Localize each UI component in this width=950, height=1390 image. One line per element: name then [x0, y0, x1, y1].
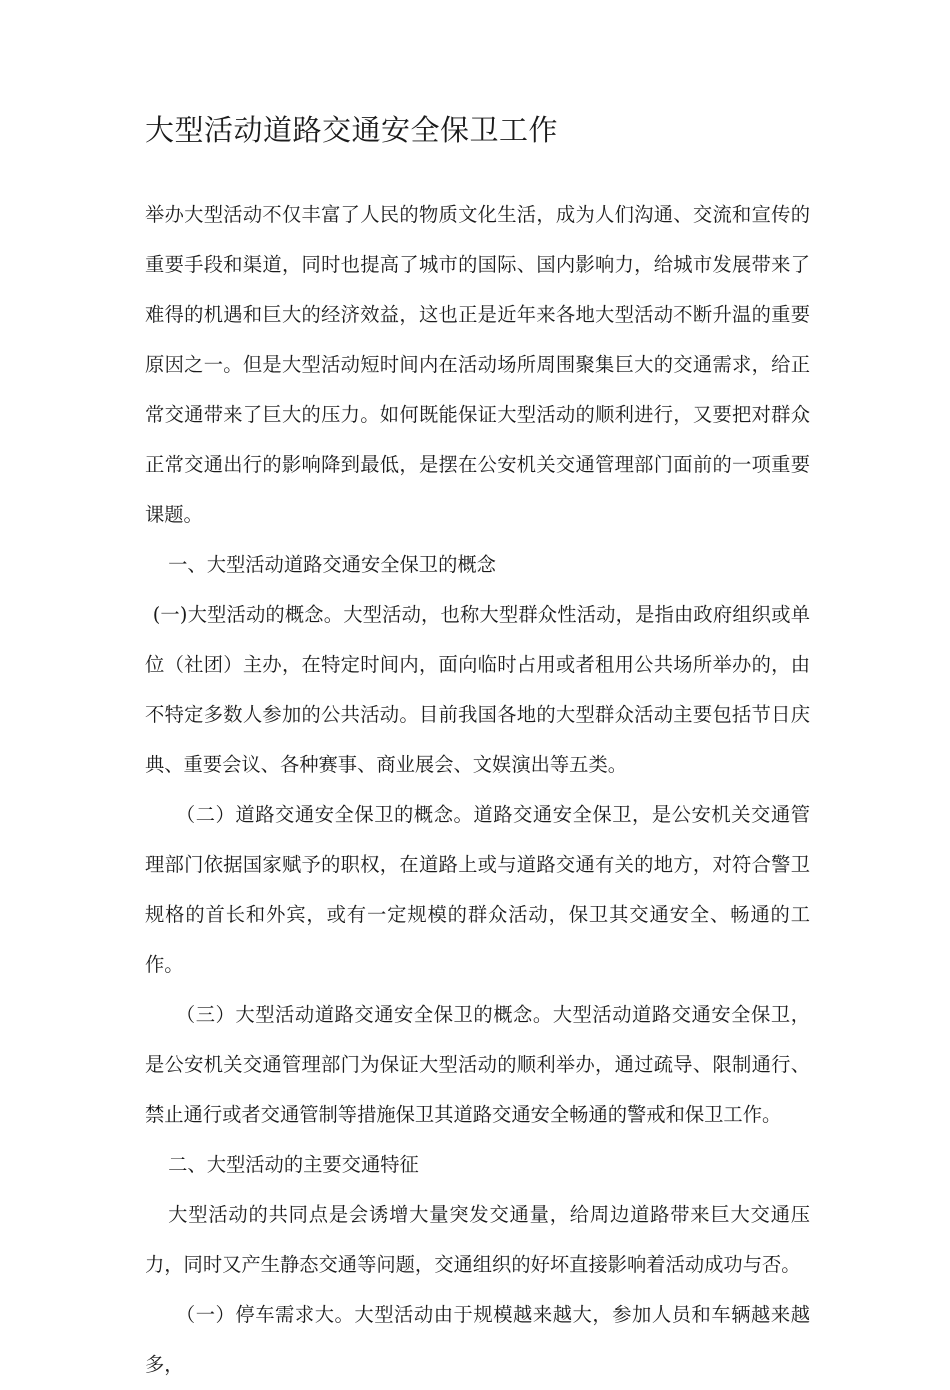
paragraph-traffic-features: 大型活动的共同点是会诱增大量突发交通量，给周边道路带来巨大交通压力，同时又产生静态交通等问题，交通组织的好坏直接影响着活动成功与否。: [145, 1203, 810, 1276]
document-title: 大型活动道路交通安全保卫工作: [145, 113, 559, 147]
paragraph-parking-demand: （一）停车需求大。大型活动由于规模越来越大，参加人员和车辆越来越多，: [145, 1303, 810, 1376]
section-heading-2: 二、大型活动的主要交通特征: [168, 1153, 419, 1176]
section-heading-1: 一、大型活动道路交通安全保卫的概念: [168, 553, 496, 576]
paragraph-intro: 举办大型活动不仅丰富了人民的物质文化生活，成为人们沟通、交流和宣传的重要手段和渠道，同时也提高了城市的国际、国内影响力，给城市发展带来了难得的机遇和巨大的经济效益，这也正是近年来各地大型活动不断升温的重要原因之一。但是大型活动短时间内在活动场所周围聚集巨大的交通需求，给正常交通带来了巨大的压力。如何既能保证大型活动的顺利进行，又要把对群众正常交通出行的影响降到最低，是摆在公安机关交通管理部门面前的一项重要课题。: [145, 203, 810, 526]
document-body: [145, 190, 810, 1390]
paragraph-activity-concept: (一)大型活动的概念。大型活动，也称大型群众性活动，是指由政府组织或单位（社团）主办，在特定时间内，面向临时占用或者租用公共场所举办的，由不特定多数人参加的公共活动。目前我国各地的大型群众活动主要包括节日庆典、重要会议、各种赛事、商业展会、文娱演出等五类。: [145, 603, 810, 776]
paragraph-activity-security-concept: （三）大型活动道路交通安全保卫的概念。大型活动道路交通安全保卫，是公安机关交通管理部门为保证大型活动的顺利举办，通过疏导、限制通行、禁止通行或者交通管制等措施保卫其道路交通安全畅通的警戒和保卫工作。: [145, 1003, 810, 1126]
paragraph-security-concept: （二）道路交通安全保卫的概念。道路交通安全保卫，是公安机关交通管理部门依据国家赋予的职权，在道路上或与道路交通有关的地方，对符合警卫规格的首长和外宾，或有一定规模的群众活动，保卫其交通安全、畅通的工作。: [145, 803, 810, 976]
